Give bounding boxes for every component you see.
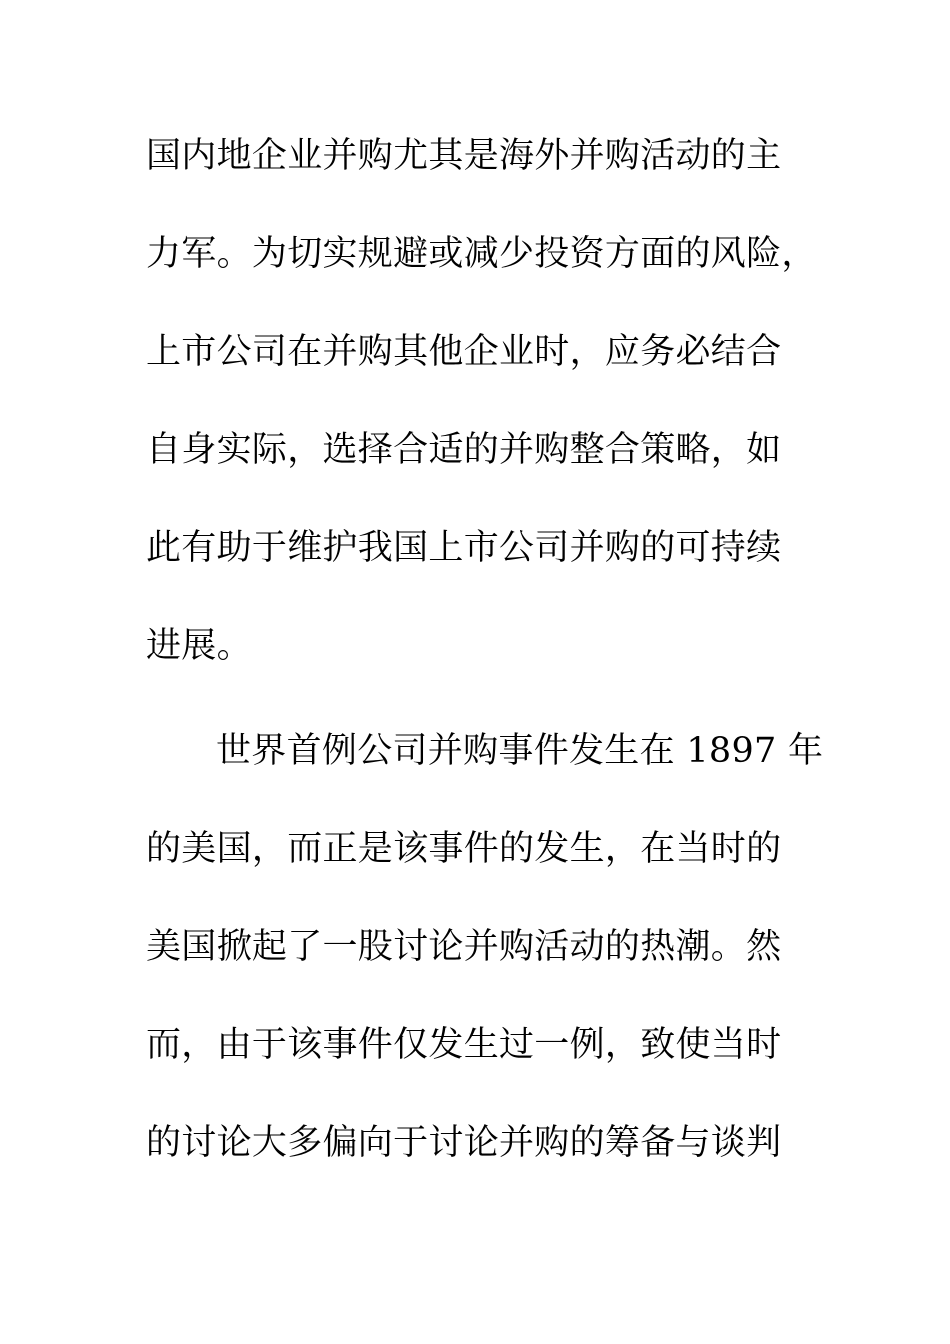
- text-line: 的美国，而正是该事件的发生，在当时的: [146, 829, 782, 869]
- text-line: 力军。为切实规避或减少投资方面的风险，: [146, 234, 817, 274]
- text-line: 进展。: [146, 626, 252, 666]
- text-line: 的讨论大多偏向于讨论并购的筹备与谈判: [146, 1123, 782, 1163]
- text-line: 此有助于维护我国上市公司并购的可持续: [146, 528, 782, 568]
- text-line: 上市公司在并购其他企业时，应务必结合: [146, 332, 782, 372]
- text-line: 美国掀起了一股讨论并购活动的热潮。然: [146, 927, 782, 967]
- text-line: 自身实际，选择合适的并购整合策略，如: [146, 430, 782, 470]
- text-line: 世界首例公司并购事件发生在 1897 年: [216, 731, 824, 771]
- text-line: 而，由于该事件仅发生过一例，致使当时: [146, 1025, 782, 1065]
- text-line: 国内地企业并购尤其是海外并购活动的主: [146, 136, 782, 176]
